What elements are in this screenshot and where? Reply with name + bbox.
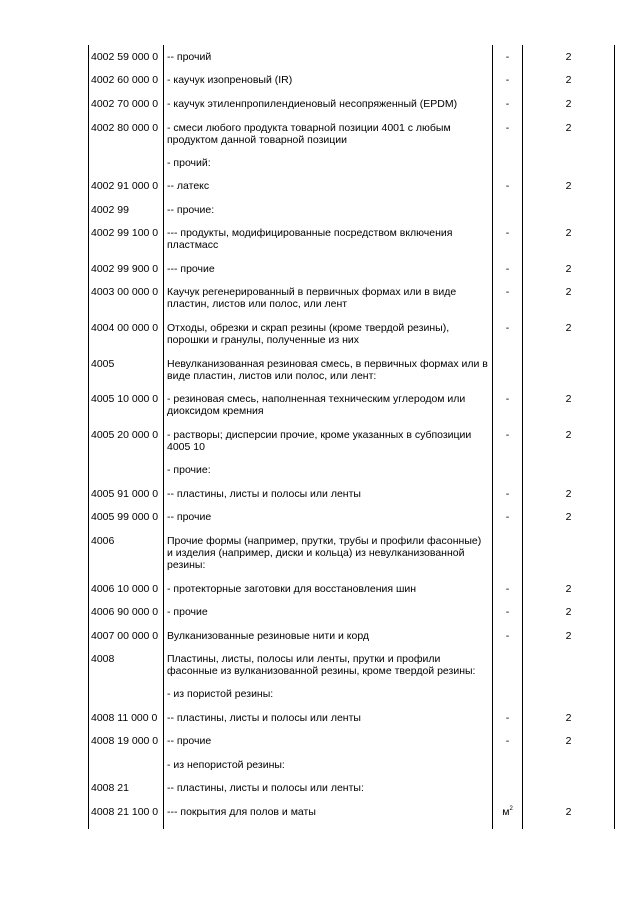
rate-cell: 2 xyxy=(565,74,572,86)
description-cell: -- прочие xyxy=(167,511,212,523)
unit-cell: - xyxy=(505,606,510,618)
description-cell: -- прочие: xyxy=(167,204,215,216)
description-cell: Каучук регенерированный в первичных формах или в виде пластин, листов или полос, или лент xyxy=(167,286,457,310)
code-cell: 4006 90 000 0 xyxy=(91,606,159,618)
description-cell: Пластины, листы, полосы или ленты, прутки и профили фасонные из вулканизованной резины, кроме твердой резины: xyxy=(167,653,476,677)
description-cell: Прочие формы (например, прутки, трубы и профили фасонные) и изделия (например, диски и кольца) из невулканизованной резины: xyxy=(167,535,482,571)
code-cell: 4005 91 000 0 xyxy=(91,488,159,500)
rate-cell: 2 xyxy=(565,630,572,642)
code-cell: 4005 20 000 0 xyxy=(91,429,159,441)
unit-cell: - xyxy=(505,511,510,523)
description-cell: --- покрытия для полов и маты xyxy=(167,806,316,818)
description-cell: Вулканизованные резиновые нити и корд xyxy=(167,630,370,642)
unit-cell: - xyxy=(505,393,510,405)
unit-cell: - xyxy=(505,583,510,595)
description-cell: - прочие xyxy=(167,606,208,618)
rate-cell: 2 xyxy=(565,98,572,110)
code-cell: 4002 59 000 0 xyxy=(91,51,159,63)
code-cell: 4002 60 000 0 xyxy=(91,74,159,86)
description-cell: - протекторные заготовки для восстановления шин xyxy=(167,583,417,595)
description-cell: - прочий: xyxy=(167,157,211,169)
description-cell: -- пластины, листы и полосы или ленты xyxy=(167,712,361,724)
unit-cell: $м^2$ xyxy=(502,806,513,818)
code-cell: 4002 70 000 0 xyxy=(91,98,159,110)
code-cell: 4002 99 100 0 xyxy=(91,227,159,239)
rate-cell: 2 xyxy=(565,488,572,500)
description-cell: -- пластины, листы и полосы или ленты xyxy=(167,488,361,500)
description-cell: - каучук изопреновый (IR) xyxy=(167,74,293,86)
table-border-left xyxy=(88,45,89,829)
unit-cell: - xyxy=(505,263,510,275)
code-cell: 4002 80 000 0 xyxy=(91,122,159,134)
description-cell: - прочие: xyxy=(167,464,211,476)
description-cell: - каучук этиленпропилендиеновый несопряженный (EPDM) xyxy=(167,98,458,110)
rate-cell: 2 xyxy=(565,429,572,441)
rate-cell: 2 xyxy=(565,122,572,134)
rate-cell: 2 xyxy=(565,735,572,747)
code-cell: 4004 00 000 0 xyxy=(91,322,159,334)
rate-cell: 2 xyxy=(565,227,572,239)
rate-cell: 2 xyxy=(565,583,572,595)
code-cell: 4006 xyxy=(91,535,115,547)
rate-cell: 2 xyxy=(565,393,572,405)
rate-cell: 2 xyxy=(565,286,572,298)
description-cell: - смеси любого продукта товарной позиции 4001 с любым продуктом данной товарной позиции xyxy=(167,122,451,146)
code-cell: 4008 21 100 0 xyxy=(91,806,159,818)
description-cell: - из пористой резины: xyxy=(167,688,274,700)
unit-cell: - xyxy=(505,630,510,642)
rate-cell: 2 xyxy=(565,263,572,275)
unit-cell: - xyxy=(505,735,510,747)
unit-cell: - xyxy=(505,180,510,192)
rate-cell: 2 xyxy=(565,322,572,334)
unit-cell: - xyxy=(505,227,510,239)
code-cell: 4007 00 000 0 xyxy=(91,630,159,642)
rate-cell: 2 xyxy=(565,806,572,818)
description-cell: --- продукты, модифицированные посредством включения пластмасс xyxy=(167,227,453,251)
column-divider xyxy=(163,45,164,829)
code-cell: 4006 10 000 0 xyxy=(91,583,159,595)
code-cell: 4008 21 xyxy=(91,782,129,794)
code-cell: 4005 xyxy=(91,358,115,370)
rate-cell: 2 xyxy=(565,712,572,724)
code-cell: 4008 xyxy=(91,653,115,665)
table-border-right xyxy=(614,45,615,829)
unit-cell: - xyxy=(505,51,510,63)
code-cell: 4003 00 000 0 xyxy=(91,286,159,298)
rate-cell: 2 xyxy=(565,180,572,192)
description-cell: -- латекс xyxy=(167,180,210,192)
description-cell: - резиновая смесь, наполненная техническим углеродом или диоксидом кремния xyxy=(167,393,466,417)
unit-cell: - xyxy=(505,74,510,86)
code-cell: 4005 10 000 0 xyxy=(91,393,159,405)
unit-cell: - xyxy=(505,286,510,298)
code-cell: 4008 11 000 0 xyxy=(91,712,158,724)
description-cell: -- пластины, листы и полосы или ленты: xyxy=(167,782,364,794)
unit-cell: - xyxy=(505,429,510,441)
code-cell: 4002 99 xyxy=(91,204,129,216)
rate-cell: 2 xyxy=(565,51,572,63)
rate-cell: 2 xyxy=(565,606,572,618)
description-cell: -- прочий xyxy=(167,51,212,63)
description-cell: Отходы, обрезки и скрап резины (кроме твердой резины), порошки и гранулы, полученные из них xyxy=(167,322,450,346)
unit-cell: - xyxy=(505,322,510,334)
unit-superscript: 2 xyxy=(509,806,513,812)
code-cell: 4002 99 900 0 xyxy=(91,263,159,275)
unit-cell: - xyxy=(505,98,510,110)
unit-cell: - xyxy=(505,122,510,134)
description-cell: - растворы; дисперсии прочие, кроме указанных в субпозиции 4005 10 xyxy=(167,429,472,453)
rate-cell: 2 xyxy=(565,511,572,523)
code-cell: 4008 19 000 0 xyxy=(91,735,159,747)
unit-cell: - xyxy=(505,712,510,724)
code-cell: 4002 91 000 0 xyxy=(91,180,159,192)
unit-cell: - xyxy=(505,488,510,500)
description-cell: -- прочие xyxy=(167,735,212,747)
description-cell: --- прочие xyxy=(167,263,215,275)
description-cell: - из непористой резины: xyxy=(167,759,285,771)
description-cell: Невулканизованная резиновая смесь, в первичных формах или в виде пластин, листов или полос, или лент: xyxy=(167,358,488,382)
code-cell: 4005 99 000 0 xyxy=(91,511,159,523)
